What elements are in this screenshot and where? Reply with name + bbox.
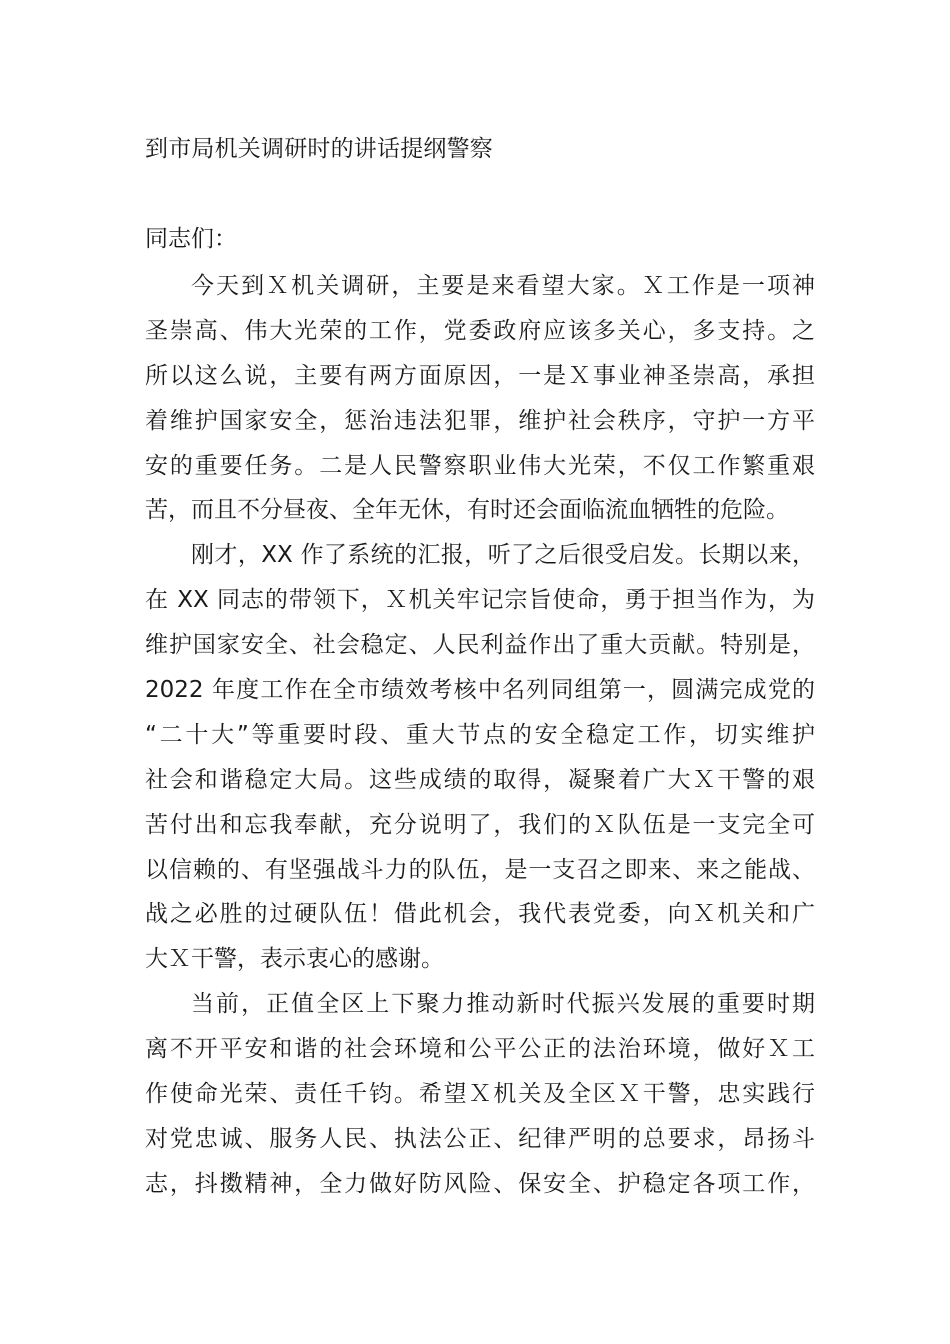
paragraph-3-line-2: 离不开平安和谐的社会环境和公平公正的法治环境，做好Ｘ工 [145, 1036, 815, 1063]
paragraph-2-line-3: 维护国家安全、社会稳定、人民利益作出了重大贡献。特别是， [145, 632, 815, 659]
salutation: 同志们： [145, 226, 237, 252]
paragraph-2-line-10: 大Ｘ干警，表示衷心的感谢。 [145, 946, 444, 973]
document-body [145, 264, 815, 1207]
paragraph-2-line-4: 2022 年度工作在全市绩效考核中名列同组第一，圆满完成党的 [145, 677, 815, 704]
paragraph-2-line-5: “二十大”等重要时段、重大节点的安全稳定工作，切实维护 [145, 721, 815, 748]
paragraph-1-line-4: 着维护国家安全，惩治违法犯罪，维护社会秩序，守护一方平 [145, 407, 815, 434]
paragraph-3-line-3: 作使命光荣、责任千钧。希望Ｘ机关及全区Ｘ干警，忠实践行 [145, 1081, 815, 1108]
paragraph-2-line-6: 社会和谐稳定大局。这些成绩的取得，凝聚着广大Ｘ干警的艰 [145, 766, 815, 793]
paragraph-1-line-1: 今天到Ｘ机关调研，主要是来看望大家。Ｘ工作是一项神 [191, 273, 815, 299]
paragraph-2-line-2: 在 XX 同志的带领下，Ｘ机关牢记宗旨使命，勇于担当作为，为 [145, 587, 815, 614]
paragraph-1-line-3: 所以这么说，主要有两方面原因，一是Ｘ事业神圣崇高，承担 [145, 362, 815, 389]
paragraph-3-line-4: 对党忠诚、服务人民、执法公正、纪律严明的总要求，昂扬斗 [145, 1125, 815, 1152]
paragraph-2-line-9: 战之必胜的过硬队伍！借此机会，我代表党委，向Ｘ机关和广 [145, 901, 815, 928]
document-title: 到市局机关调研时的讲话提纲警察 [145, 136, 493, 162]
paragraph-2-line-1: 刚才，XX 作了系统的汇报，听了之后很受启发。长期以来， [191, 542, 815, 569]
paragraph-1-line-2: 圣崇高、伟大光荣的工作，党委政府应该多关心，多支持。之 [145, 317, 815, 344]
paragraph-2-line-7: 苦付出和忘我奉献，充分说明了，我们的Ｘ队伍是一支完全可 [145, 811, 815, 838]
paragraph-3-line-1: 当前，正值全区上下聚力推动新时代振兴发展的重要时期 [191, 991, 815, 1018]
paragraph-1-line-6: 苦，而且不分昼夜、全年无休，有时还会面临流血牺牲的危险。 [145, 497, 789, 524]
paragraph-1-line-5: 安的重要任务。二是人民警察职业伟大光荣，不仅工作繁重艰 [145, 452, 815, 479]
paragraph-2-line-8: 以信赖的、有坚强战斗力的队伍，是一支召之即来、来之能战、 [145, 856, 815, 883]
paragraph-3-line-5: 志，抖擞精神，全力做好防风险、保安全、护稳定各项工作， [145, 1170, 815, 1197]
